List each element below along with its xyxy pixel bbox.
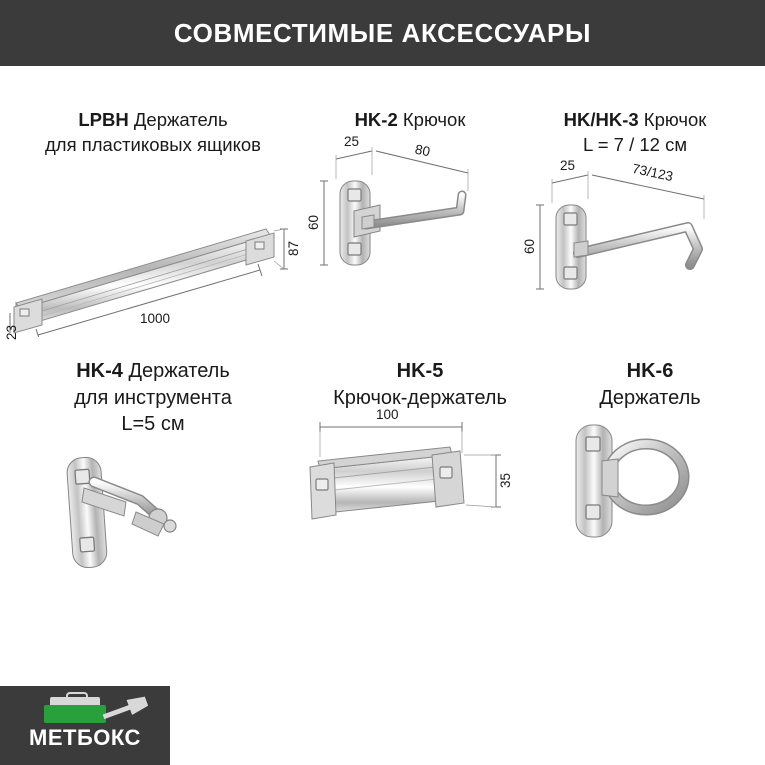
dimension-hk5-35: 35 [498, 473, 514, 489]
product-title-lpbh [8, 108, 298, 157]
product-subtitle-hk4: для инструмента [74, 386, 232, 409]
toolbox-icon [44, 697, 106, 723]
dimension-hk3-73-123: 73/123 [630, 161, 675, 185]
product-name-hk4: Держатель [128, 360, 230, 382]
product-subtitle-hk3: L = 7 / 12 см [582, 133, 688, 155]
product-title-hk5 [300, 358, 540, 411]
product-title-hk2 [310, 108, 510, 133]
wrench-icon [101, 693, 150, 724]
hk6-drawing [550, 411, 750, 576]
product-image-lpbh [4, 157, 302, 341]
brand-name: МЕТБОКС [29, 724, 141, 750]
product-length-hk4: L=5 см [121, 413, 185, 436]
product-code-hk5: HK-5 [396, 360, 444, 382]
dimension-hk3-60: 60 [522, 239, 538, 255]
product-card-hk4 [8, 358, 298, 603]
product-image-hk3 [520, 157, 750, 337]
dimension-lpbh-87: 87 [286, 241, 302, 257]
hk3-drawing [520, 157, 750, 337]
product-name-hk5: Крючок-держатель [333, 386, 507, 409]
product-name-hk2: Крючок [402, 109, 466, 130]
product-card-hk6 [550, 358, 750, 576]
page-footer [0, 686, 765, 765]
product-code-hk2: HK-2 [354, 109, 398, 130]
hk2-drawing [310, 133, 510, 313]
product-name-hk3: Крючок [643, 109, 707, 130]
product-name-lpbh: Держатель [133, 109, 228, 130]
brand-logo [0, 686, 170, 765]
product-card-hk2 [306, 108, 510, 313]
dimension-hk3-25: 25 [560, 158, 576, 174]
lpbh-drawing [8, 157, 298, 337]
dimension-hk2-60: 60 [306, 214, 322, 230]
product-card-hk3 [520, 108, 750, 337]
product-title-hk6 [550, 358, 750, 411]
product-title-hk4 [8, 358, 298, 438]
product-code-hk4: HK-4 [76, 360, 123, 382]
product-subtitle-lpbh: для пластиковых ящиков [44, 133, 261, 155]
product-card-lpbh [4, 108, 302, 341]
hk4-drawing [8, 438, 298, 603]
product-title-hk3 [520, 108, 750, 157]
product-card-hk5 [300, 358, 540, 576]
hk5-drawing [300, 411, 540, 576]
product-code-hk3: HK/HK-3 [563, 109, 639, 130]
product-code-hk6: HK-6 [626, 360, 674, 382]
dimension-hk5-100: 100 [376, 407, 399, 423]
product-image-hk2 [306, 133, 510, 313]
product-name-hk6: Держатель [599, 386, 701, 409]
page-header [0, 0, 765, 66]
product-image-hk5 [300, 407, 540, 576]
products-grid [0, 66, 765, 686]
dimension-hk2-25: 25 [344, 133, 360, 149]
product-image-hk4 [8, 438, 298, 603]
page-title: СОВМЕСТИМЫЕ АКСЕССУАРЫ [173, 17, 592, 48]
product-image-hk6 [550, 411, 750, 576]
dimension-lpbh-1000: 1000 [140, 311, 171, 327]
dimension-hk2-80: 80 [413, 141, 432, 159]
dimension-lpbh-23: 23 [4, 325, 20, 341]
product-code-lpbh: LPBH [78, 109, 129, 130]
